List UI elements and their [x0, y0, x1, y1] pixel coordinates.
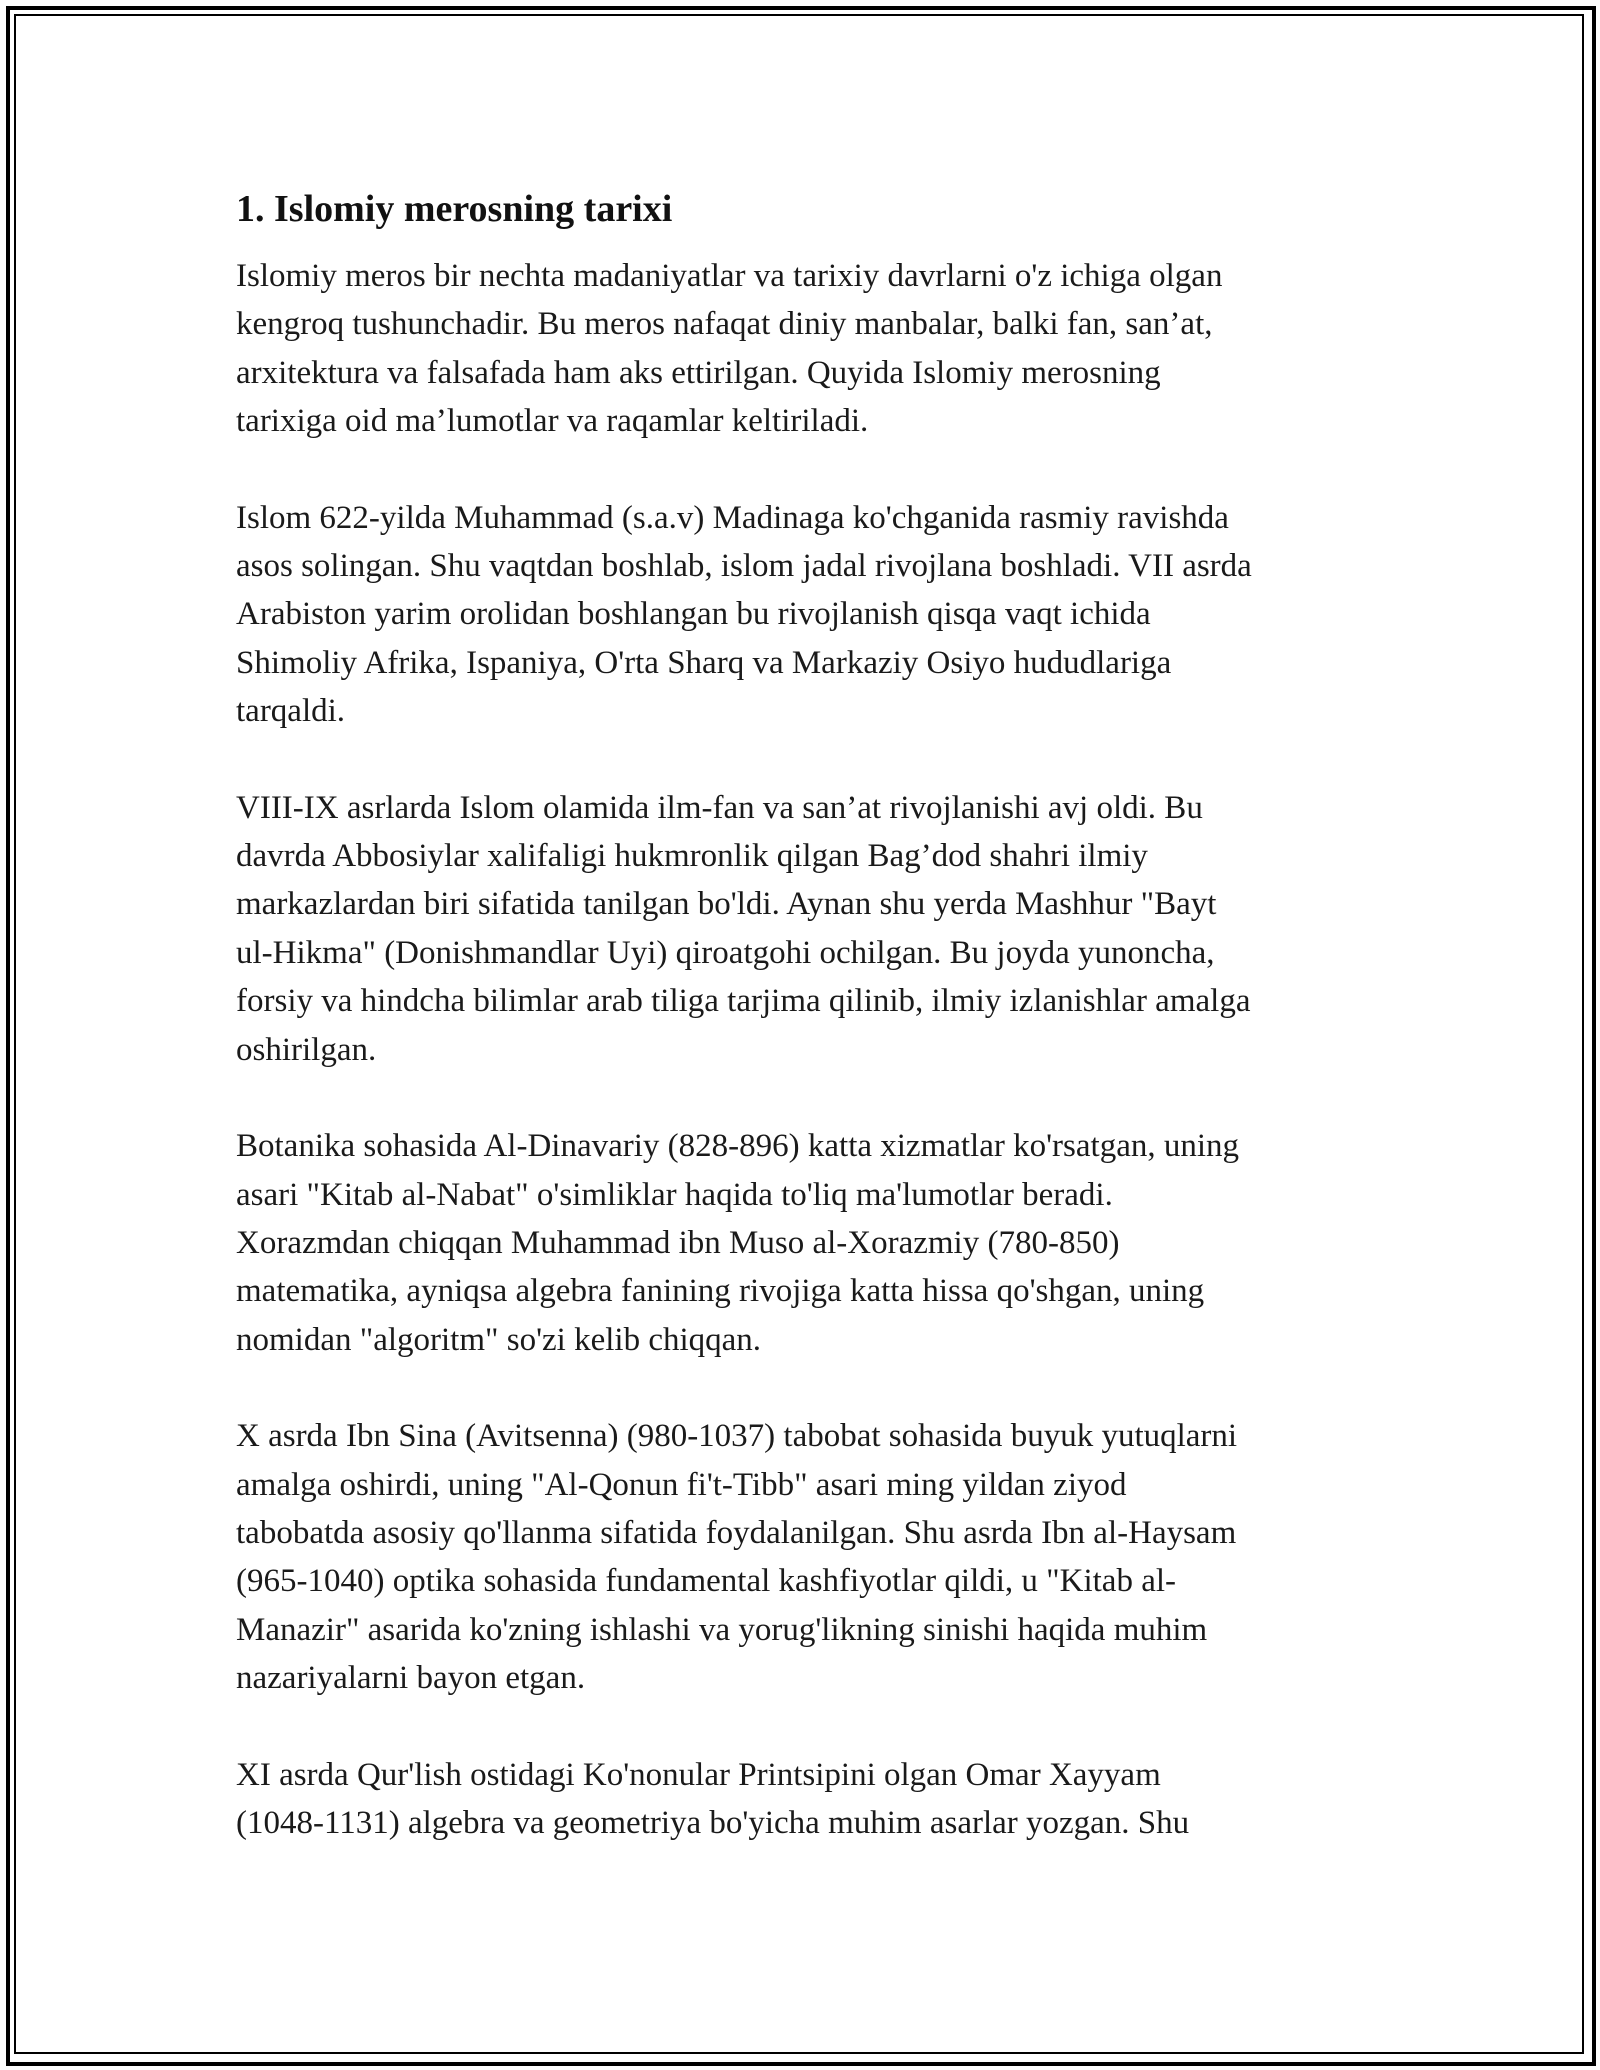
paragraph-line: asari "Kitab al-Nabat" o'simliklar haqida to'liq ma'lumotlar beradi. — [236, 1176, 1113, 1213]
paragraph — [236, 1122, 1376, 1364]
paragraph-line: tarixiga oid ma’lumotlar va raqamlar keltiriladi. — [236, 403, 869, 440]
paragraph-line: davrda Abbosiylar xalifaligi hukmronlik qilgan Bag’dod shahri ilmiy — [236, 838, 1148, 875]
paragraph-line: (1048-1131) algebra va geometriya bo'yicha muhim asarlar yozgan. Shu — [236, 1804, 1190, 1841]
paragraph-line: (965-1040) optika sohasida fundamental kashfiyotlar qildi, u "Kitab al- — [236, 1563, 1177, 1600]
paragraph-line: Botanika sohasida Al-Dinavariy (828-896) katta xizmatlar ko'rsatgan, uning — [236, 1128, 1240, 1165]
paragraph-line: Arabiston yarim orolidan boshlangan bu rivojlanish qisqa vaqt ichida — [236, 596, 1151, 633]
paragraph-line: asos solingan. Shu vaqtdan boshlab, islom jadal rivojlana boshladi. VII asrda — [236, 548, 1252, 585]
paragraph-line: Xorazmdan chiqqan Muhammad ibn Muso al-Xorazmiy (780-850) — [236, 1224, 1120, 1261]
paragraph-line: tarqaldi. — [236, 693, 346, 730]
paragraph-line: nomidan "algoritm" so'zi kelib chiqqan. — [236, 1321, 762, 1358]
paragraph-line: Manazir" asarida ko'zning ishlashi va yorug'likning sinishi haqida muhim — [236, 1611, 1208, 1648]
paragraph — [236, 784, 1376, 1074]
document-body — [236, 186, 1376, 1895]
paragraph — [236, 1412, 1376, 1702]
paragraph-line: ul-Hikma" (Donishmandlar Uyi) qiroatgohi ochilgan. Bu joyda yunoncha, — [236, 934, 1215, 971]
paragraph-line: markazlardan biri sifatida tanilgan bo'ldi. Aynan shu yerda Mashhur "Bayt — [236, 886, 1217, 923]
paragraph — [236, 252, 1376, 446]
paragraph-line: kengroq tushunchadir. Bu meros nafaqat diniy manbalar, balki fan, san’at, — [236, 306, 1213, 343]
section-heading: 1. Islomiy merosning tarixi — [236, 188, 673, 230]
paragraph-line: XI asrda Qur'lish ostidagi Ko'nonular Printsipini olgan Omar Xayyam — [236, 1756, 1161, 1793]
paragraph-line: amalga oshirdi, uning "Al-Qonun fi't-Tibb" asari ming yildan ziyod — [236, 1466, 1127, 1503]
paragraph — [236, 1751, 1376, 1848]
paragraph-line: X asrda Ibn Sina (Avitsenna) (980-1037) tabobat sohasida buyuk yutuqlarni — [236, 1418, 1238, 1455]
paragraph-line: VIII-IX asrlarda Islom olamida ilm-fan va san’at rivojlanishi avj oldi. Bu — [236, 789, 1203, 826]
paragraph-list — [236, 252, 1376, 1847]
paragraph-line: forsiy va hindcha bilimlar arab tiliga tarjima qilinib, ilmiy izlanishlar amalga — [236, 983, 1251, 1020]
paragraph-line: nazariyalarni bayon etgan. — [236, 1660, 586, 1697]
paragraph-line: oshirilgan. — [236, 1031, 377, 1068]
paragraph-line: Shimoliy Afrika, Ispaniya, O'rta Sharq va Markaziy Osiyo hududlariga — [236, 644, 1172, 681]
paragraph-line: Islomiy meros bir nechta madaniyatlar va tarixiy davrlarni o'z ichiga olgan — [236, 258, 1223, 294]
paragraph-line: matematika, ayniqsa algebra fanining rivojiga katta hissa qo'shgan, uning — [236, 1273, 1205, 1310]
paragraph-line: tabobatda asosiy qo'llanma sifatida foydalanilgan. Shu asrda Ibn al-Haysam — [236, 1514, 1237, 1551]
paragraph-line: Islom 622-yilda Muhammad (s.a.v) Madinaga ko'chganida rasmiy ravishda — [236, 499, 1229, 536]
paragraph-line: arxitektura va falsafada ham aks ettirilgan. Quyida Islomiy merosning — [236, 354, 1161, 391]
paragraph — [236, 494, 1376, 736]
